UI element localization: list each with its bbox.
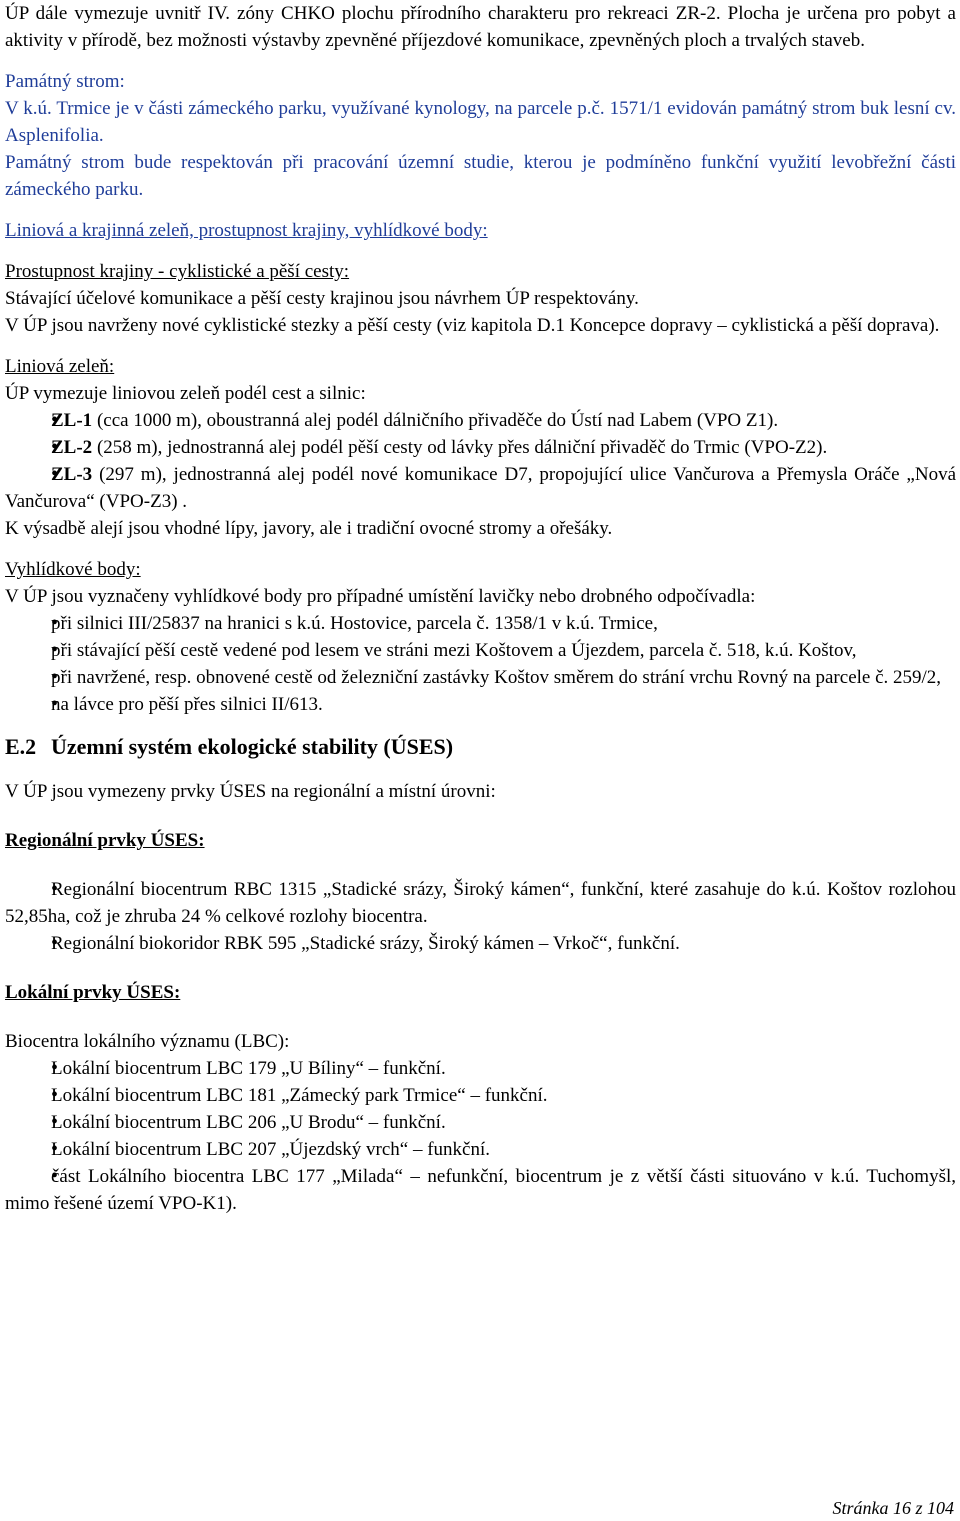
- list-item: • při silnici III/25837 na hranici s k.ú. Hostovice, parcela č. 1358/1 v k.ú. Trmice,: [5, 610, 956, 637]
- list-item: • na lávce pro pěší přes silnici II/613.: [5, 691, 956, 718]
- paragraph-uses-intro: V ÚP jsou vymezeny prvky ÚSES na regionální a místní úrovni:: [5, 781, 496, 802]
- heading-local-elements: Lokální prvky ÚSES:: [5, 982, 181, 1003]
- page-footer: Stránka 16 z 104: [832, 1498, 954, 1518]
- paragraph-memorial-tree-study: Památný strom bude respektován při pracování územní studie, kterou je podmíněno funkční využití levobřežní části zámeckého parku.: [5, 152, 956, 200]
- list-item: • Lokální biocentrum LBC 181 „Zámecký park Trmice“ – funkční.: [5, 1082, 956, 1109]
- heading-viewpoints: Vyhlídkové body:: [5, 559, 141, 580]
- page-total: 104: [927, 1498, 954, 1518]
- list-linear-green: [5, 407, 956, 515]
- paragraph-existing-paths: Stávající účelové komunikace a pěší cesty krajinou jsou návrhem ÚP respektovány.: [5, 288, 639, 309]
- list-item: • při stávající pěší cestě vedené pod lesem ve stráni mezi Koštovem a Újezdem, parcela č. 518, k.ú. Koštov,: [5, 637, 956, 664]
- list-item: • ZL-3 (297 m), jednostranná alej podél nové komunikace D7, propojující ulice Vančurova a Přemysla Oráče „Nová Vančurova“ (VPO-Z3) .: [5, 461, 956, 515]
- paragraph-viewpoints-intro: V ÚP jsou vyznačeny vyhlídkové body pro případné umístění lavičky nebo drobného odpočívadla:: [5, 586, 756, 607]
- list-item: • část Lokálního biocentra LBC 177 „Milada“ – nefunkční, biocentrum je z větší části situováno v k.ú. Tuchomyšl, mimo řešené území VPO-K1).: [5, 1163, 956, 1217]
- list-item: • Lokální biocentrum LBC 179 „U Bíliny“ – funkční.: [5, 1055, 956, 1082]
- paragraph-tree-species: K výsadbě alejí jsou vhodné lípy, javory, ale i tradiční ovocné stromy a ořešáky.: [5, 518, 613, 539]
- heading-memorial-tree: Památný strom:: [5, 71, 125, 92]
- list-local-biocentres: [5, 1055, 956, 1217]
- paragraph-memorial-tree: V k.ú. Trmice je v části zámeckého parku, využívané kynology, na parcele p.č. 1571/1 evidován památný strom buk lesní cv. Asplenifolia.: [5, 98, 956, 146]
- heading-regional-elements: Regionální prvky ÚSES:: [5, 830, 205, 851]
- list-item: • Regionální biocentrum RBC 1315 „Stadické srázy, Široký kámen“, funkční, které zasahuje do k.ú. Koštov rozlohou 52,85ha, což je zhruba 24 % celkové rozlohy biocentra.: [5, 876, 956, 930]
- heading-linear-greenery: Liniová a krajinná zeleň, prostupnost krajiny, vyhlídkové body:: [5, 220, 488, 241]
- heading-linear-green: Liniová zeleň:: [5, 356, 115, 377]
- list-item: • Lokální biocentrum LBC 207 „Újezdský vrch“ – funkční.: [5, 1136, 956, 1163]
- section-number: E.2: [5, 734, 37, 759]
- section-title: Územní systém ekologické stability (ÚSES): [51, 734, 454, 759]
- document-page: [5, 0, 956, 1217]
- heading-permeability: Prostupnost krajiny - cyklistické a pěší cesty:: [5, 261, 350, 282]
- page-number: 16: [892, 1498, 911, 1518]
- section-heading: [5, 732, 956, 762]
- list-item: • při navržené, resp. obnovené cestě od železniční zastávky Koštov směrem do strání vrchu Rovný na parcele č. 259/2,: [5, 664, 956, 691]
- paragraph-new-paths: V ÚP jsou navrženy nové cyklistické stezky a pěší cesty (viz kapitola D.1 Koncepce dopravy – cyklistická a pěší doprava).: [5, 315, 940, 336]
- paragraph-lbc-intro: Biocentra lokálního významu (LBC):: [5, 1031, 290, 1052]
- list-item: • ZL-2 (258 m), jednostranná alej podél pěší cesty od lávky přes dálniční přivaděč do Trmic (VPO-Z2).: [5, 434, 956, 461]
- list-viewpoints: [5, 610, 956, 718]
- list-item: • Lokální biocentrum LBC 206 „U Brodu“ – funkční.: [5, 1109, 956, 1136]
- list-regional-elements: [5, 876, 956, 957]
- list-item: • Regionální biokoridor RBK 595 „Stadické srázy, Široký kámen – Vrkoč“, funkční.: [5, 930, 956, 957]
- list-item: • ZL-1 (cca 1000 m), oboustranná alej podél dálničního přivaděče do Ústí nad Labem (VPO Z1).: [5, 407, 956, 434]
- paragraph-zr2: ÚP dále vymezuje uvnitř IV. zóny CHKO plochu přírodního charakteru pro rekreaci ZR-2. Plocha je určena pro pobyt a aktivity v přírodě, bez možnosti výstavby zpevněné příjezdové komunikace, zpevněných ploch a trvalých staveb.: [5, 3, 956, 51]
- paragraph-linear-green-intro: ÚP vymezuje liniovou zeleň podél cest a silnic:: [5, 383, 366, 404]
